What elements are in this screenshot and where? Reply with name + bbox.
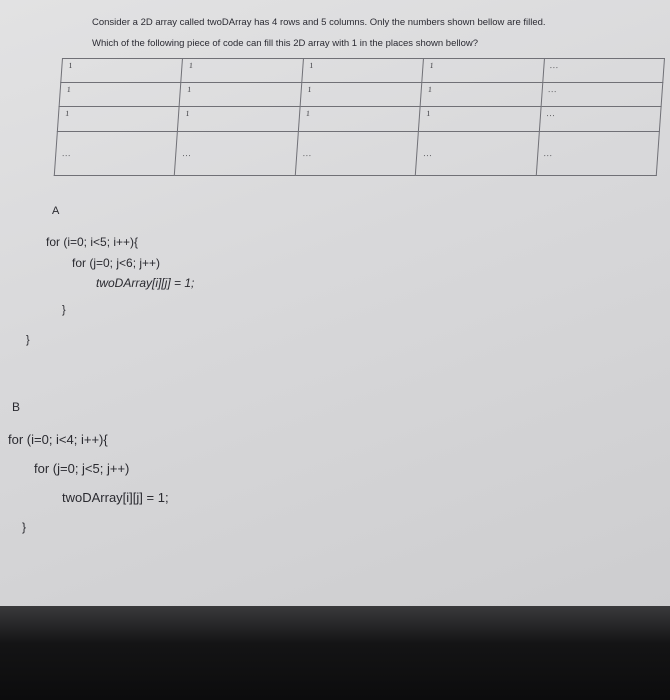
option-a-label: A	[52, 205, 60, 217]
option-a-line-1: for (i=0; i<5; i++){	[46, 235, 139, 249]
option-a-line-3: twoDArray[i][j] = 1;	[96, 276, 195, 290]
option-a-line-4: }	[62, 304, 66, 316]
table-cell: 1	[420, 83, 542, 107]
option-b-label: B	[12, 400, 21, 414]
table-cell: ...	[542, 59, 664, 83]
array-table	[54, 58, 665, 176]
table-cell: 1	[61, 59, 183, 83]
table-cell: 1	[179, 83, 301, 107]
table-cell: 1	[422, 59, 544, 83]
table-row	[61, 59, 665, 83]
table-cell: 1	[298, 107, 420, 131]
question-text	[92, 12, 662, 54]
table-cell: ...	[536, 131, 660, 175]
question-line-2: Which of the following piece of code can fill this 2D array with 1 in the places shown bellow?	[92, 38, 479, 49]
table-cell: ...	[175, 131, 298, 175]
table-cell: 1	[178, 107, 300, 131]
option-b-line-4: }	[22, 520, 27, 534]
option-b-line-3: twoDArray[i][j] = 1;	[62, 490, 169, 505]
table-row	[59, 83, 663, 107]
table-cell: ...	[539, 107, 661, 131]
option-a-line-2: for (j=0; j<6; j++)	[72, 256, 161, 270]
table-row	[54, 131, 659, 175]
table-cell: ...	[54, 131, 177, 175]
table-row	[57, 107, 661, 131]
table-cell: 1	[302, 59, 424, 83]
table-cell: ...	[415, 131, 538, 175]
dark-background-edge	[0, 606, 670, 700]
option-b-line-2: for (j=0; j<5; j++)	[34, 461, 130, 476]
question-line-1: Consider a 2D array called twoDArray has 4 rows and 5 columns. Only the numbers shown bellow are filled.	[92, 17, 546, 28]
table-cell: 1	[57, 107, 179, 131]
table-cell: ...	[541, 83, 663, 107]
table-cell: 1	[419, 107, 541, 131]
table-cell: 1	[300, 83, 422, 107]
option-a-line-5: }	[26, 334, 30, 346]
table-cell: 1	[181, 59, 303, 83]
option-b-line-1: for (i=0; i<4; i++){	[8, 432, 108, 447]
table-cell: 1	[59, 83, 181, 107]
table-cell: ...	[295, 131, 418, 175]
